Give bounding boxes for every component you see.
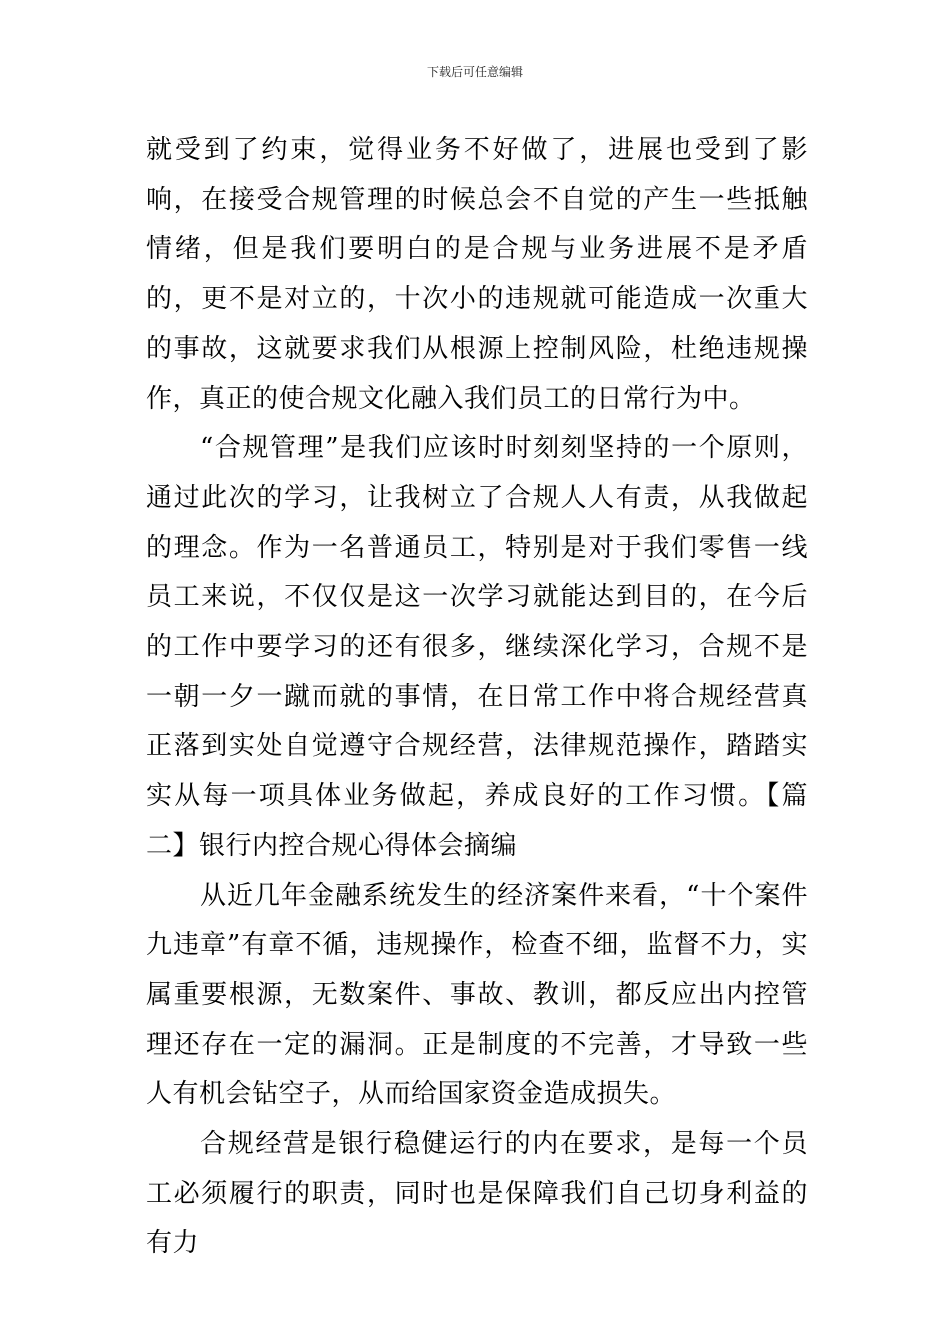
document-body	[146, 126, 808, 1269]
paragraph-3: 从近几年金融系统发生的经济案件来看，“十个案件九违章”有章不循，违规操作，检查不细，监督不力，实属重要根源，无数案件、事故、教训，都反应出内控管理还存在一定的漏洞。正是制度的不完善，才导致一些人有机会钻空子，从而给国家资金造成损失。	[146, 880, 808, 1110]
paragraph-2: “合规管理”是我们应该时时刻刻坚持的一个原则，通过此次的学习，让我树立了合规人人有责，从我做起的理念。作为一名普通员工，特别是对于我们零售一线员工来说，不仅仅是这一次学习就能达到目的，在今后的工作中要学习的还有很多，继续深化学习，合规不是一朝一夕一蹴而就的事情，在日常工作中将合规经营真正落到实处自觉遵守合规经营，法律规范操作，踏踏实实从每一项具体业务做起，养成良好的工作习惯。【篇二】银行内控合规心得体会摘编	[146, 433, 808, 861]
paragraph-4: 合规经营是银行稳健运行的内在要求，是每一个员工必须履行的职责，同时也是保障我们自己切身利益的有力	[146, 1129, 808, 1259]
paragraph-1: 就受到了约束，觉得业务不好做了，进展也受到了影响，在接受合规管理的时候总会不自觉的产生一些抵触情绪，但是我们要明白的是合规与业务进展不是矛盾的，更不是对立的，十次小的违规就可能造成一次重大的事故，这就要求我们从根源上控制风险，杜绝违规操作，真正的使合规文化融入我们员工的日常行为中。	[146, 135, 808, 414]
page-header: 下载后可任意编辑	[426, 65, 523, 79]
